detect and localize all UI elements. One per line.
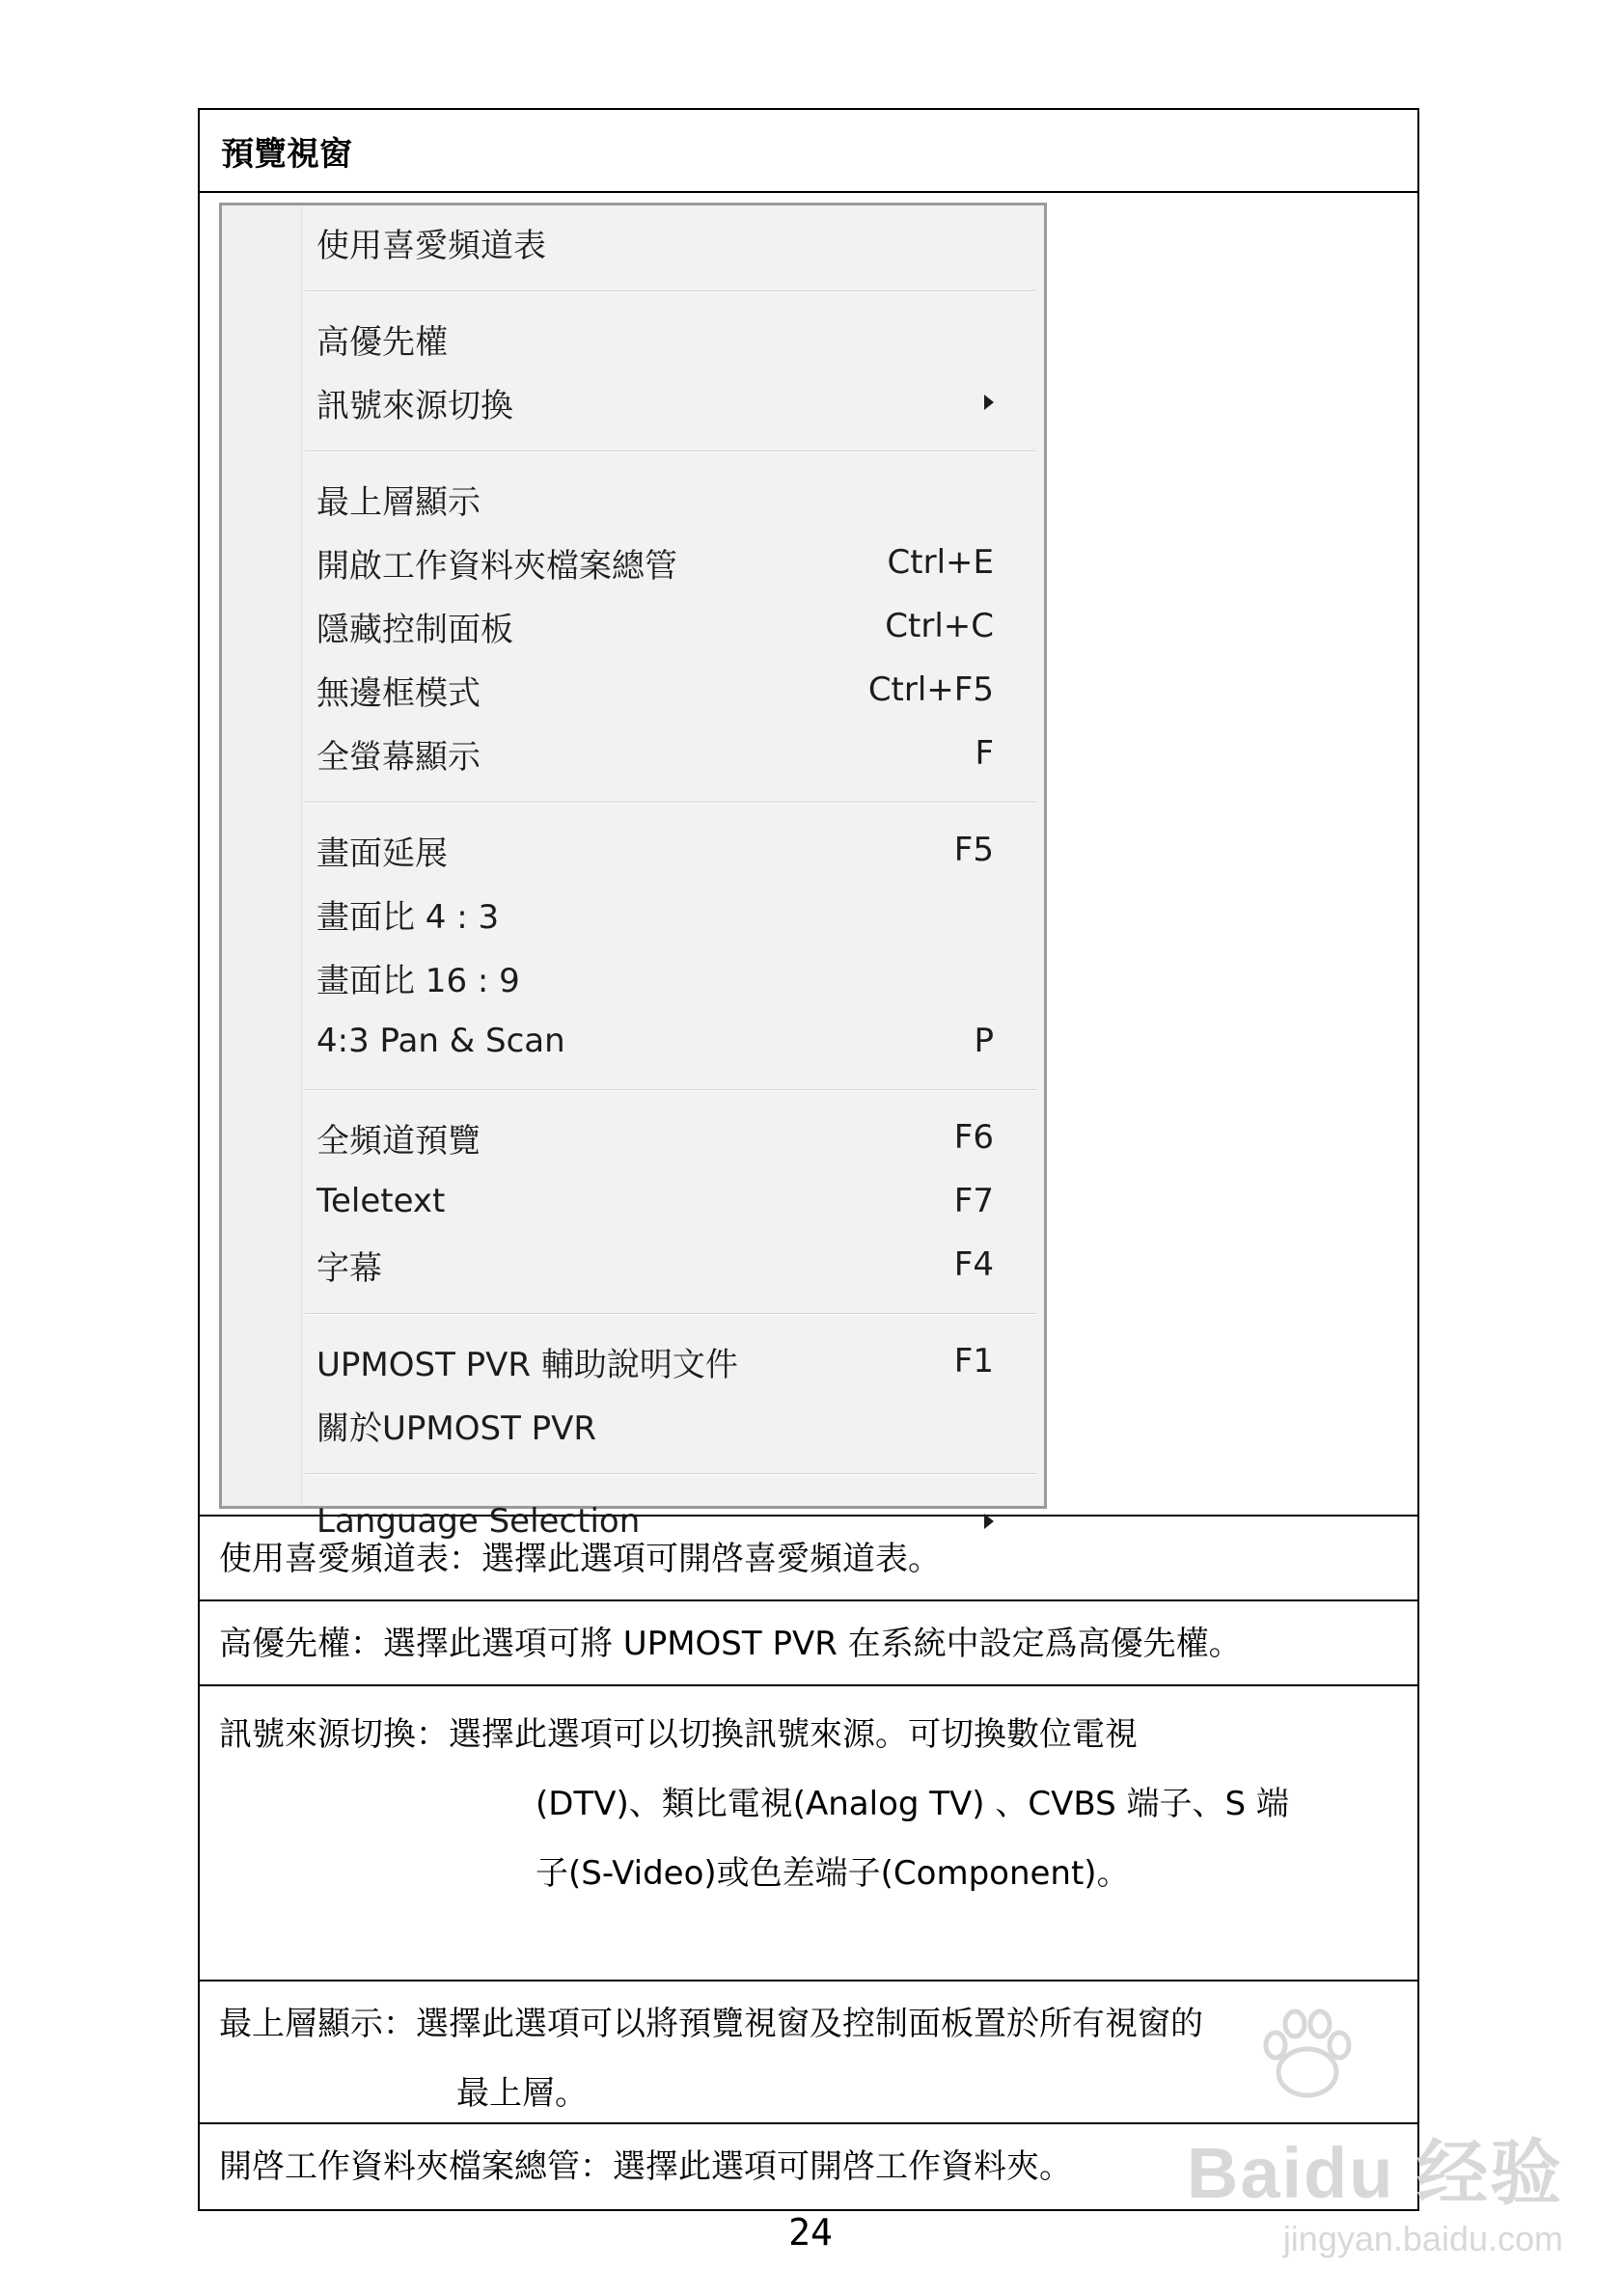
menu-item-shortcut: F5 (953, 831, 994, 869)
menu-item[interactable] (316, 887, 994, 941)
menu-item[interactable] (316, 215, 994, 269)
menu-item-shortcut: F7 (953, 1182, 994, 1220)
menu-item[interactable] (316, 1014, 994, 1068)
menu-item-shortcut: Ctrl+E (887, 543, 994, 582)
menu-item[interactable] (316, 1398, 994, 1452)
menu-item-label: 關於UPMOST PVR (316, 1408, 597, 1448)
menu-item[interactable] (316, 1110, 994, 1164)
baidu-paw-logo (1254, 2007, 1360, 2103)
watermark-domain: jingyan.baidu.com (1282, 2219, 1563, 2258)
menu-screenshot-cell (200, 193, 1417, 1541)
menu-item-label: Language Selection (316, 1502, 641, 1541)
menu-item[interactable] (316, 375, 994, 429)
menu-item[interactable] (316, 823, 994, 877)
menu-item-label: 最上層顯示 (316, 482, 481, 522)
menu-separator (305, 1473, 1036, 1475)
menu-item[interactable] (316, 1238, 994, 1292)
menu-item-label: 訊號來源切換 (316, 386, 513, 425)
menu-item[interactable] (316, 312, 994, 366)
watermark (1187, 2117, 1563, 2259)
desc-text-cont: 子(S-Video)或色差端子(Component)。 (536, 1854, 1130, 1893)
menu-item[interactable] (316, 472, 994, 526)
submenu-arrow-icon (984, 395, 994, 410)
menu-separator (305, 802, 1036, 804)
menu-item-label: Teletext (316, 1182, 446, 1220)
menu-item[interactable] (316, 1334, 994, 1388)
context-menu (219, 203, 1047, 1541)
menu-item-shortcut: F6 (953, 1118, 994, 1157)
menu-item-label: 4:3 Pan & Scan (316, 1022, 565, 1060)
menu-item[interactable] (316, 1494, 994, 1548)
menu-item-label: 隱藏控制面板 (316, 610, 513, 649)
section-title: 預覽視窗 (221, 134, 352, 174)
menu-item[interactable] (316, 1174, 994, 1228)
menu-item[interactable] (316, 950, 994, 1004)
menu-item-label: UPMOST PVR 輔助說明文件 (316, 1345, 738, 1384)
desc-signal-source (200, 1686, 1417, 1982)
menu-item-shortcut: F4 (953, 1245, 994, 1284)
menu-item-shortcut: F (975, 734, 994, 773)
menu-item-label: 字幕 (316, 1248, 382, 1288)
menu-item-label: 畫面延展 (316, 834, 448, 873)
menu-item-label: 高優先權 (316, 322, 448, 362)
menu-item-shortcut: F1 (953, 1342, 994, 1380)
desc-always-on-top (200, 1982, 1417, 2124)
manual-table (198, 108, 1419, 2211)
menu-item-label: 使用喜愛頻道表 (316, 226, 546, 265)
menu-item-label: 畫面比 4 : 3 (316, 897, 500, 937)
menu-item-label: 畫面比 16 : 9 (316, 961, 520, 1000)
submenu-arrow-icon (984, 1514, 994, 1529)
menu-separator (305, 451, 1036, 452)
desc-text: 高優先權：選擇此選項可將 UPMOST PVR 在系統中設定爲高優先權。 (219, 1625, 1242, 1663)
desc-text-cont: (DTV)、類比電視(Analog TV) 、CVBS 端子、S 端 (536, 1785, 1289, 1823)
watermark-logo: Baidu 经验 (1186, 2133, 1563, 2213)
desc-text: 開啓工作資料夾檔案總管：選擇此選項可開啓工作資料夾。 (219, 2147, 1072, 2186)
menu-item-label: 開啟工作資料夾檔案總管 (316, 546, 677, 586)
menu-item[interactable] (316, 535, 994, 589)
desc-high-priority (200, 1601, 1417, 1686)
page-number: 24 (788, 2211, 833, 2254)
section-header (200, 110, 1417, 193)
menu-item-label: 全螢幕顯示 (316, 737, 481, 777)
menu-item-label: 全頻道預覽 (316, 1121, 481, 1161)
menu-separator (305, 1089, 1036, 1091)
desc-text: 使用喜愛頻道表：選擇此選項可開啓喜愛頻道表。 (219, 1540, 941, 1578)
menu-item-shortcut: P (974, 1022, 994, 1060)
menu-separator (305, 1313, 1036, 1315)
desc-text-cont: 最上層。 (456, 2074, 588, 2113)
desc-text: 訊號來源切換：選擇此選項可以切換訊號來源。可切換數位電視 (219, 1715, 1138, 1754)
menu-icon-gutter (222, 205, 302, 1506)
menu-separator (305, 290, 1036, 292)
menu-item-shortcut: Ctrl+F5 (867, 670, 994, 709)
menu-item-shortcut: Ctrl+C (885, 607, 994, 645)
desc-text: 最上層顯示：選擇此選項可以將預覽視窗及控制面板置於所有視窗的 (219, 2005, 1203, 2043)
menu-item[interactable] (316, 726, 994, 780)
menu-item[interactable] (316, 599, 994, 653)
menu-item[interactable] (316, 663, 994, 717)
menu-item-label: 無邊框模式 (316, 673, 481, 713)
